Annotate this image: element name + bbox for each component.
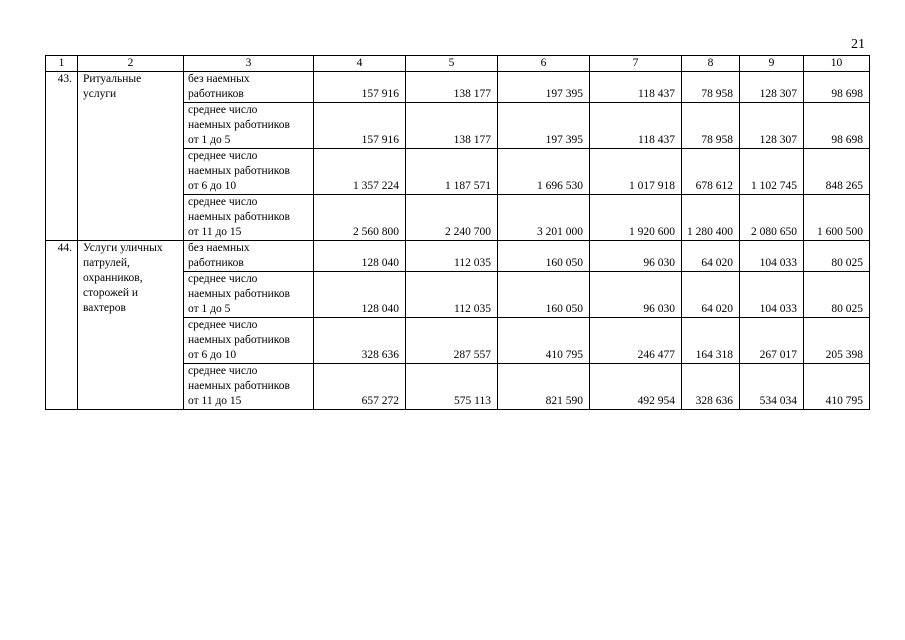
table-row [46, 241, 870, 272]
employee-category [184, 364, 314, 410]
employee-category-line: без наемных [188, 242, 250, 254]
service-name-line: Ритуальные [83, 73, 142, 85]
value-cell: 112 035 [406, 241, 498, 272]
value-cell: 267 017 [740, 318, 804, 364]
employee-category-line: наемных работников [188, 119, 290, 131]
employee-category [184, 241, 314, 272]
value-cell: 128 040 [314, 272, 406, 318]
employee-category-line: наемных работников [188, 334, 290, 346]
value-cell: 197 395 [498, 103, 590, 149]
value-cell: 78 958 [682, 103, 740, 149]
service-name-line: услуги [83, 88, 117, 100]
value-cell: 821 590 [498, 364, 590, 410]
employee-category [184, 103, 314, 149]
value-cell: 410 795 [804, 364, 870, 410]
value-cell: 80 025 [804, 272, 870, 318]
employee-category [184, 149, 314, 195]
header-cell: 9 [740, 56, 804, 72]
service-name-line: Услуги уличных [83, 242, 163, 254]
value-cell: 98 698 [804, 103, 870, 149]
value-cell: 1 187 571 [406, 149, 498, 195]
value-cell: 246 477 [590, 318, 682, 364]
value-cell: 138 177 [406, 72, 498, 103]
value-cell: 2 240 700 [406, 195, 498, 241]
header-cell: 4 [314, 56, 406, 72]
value-cell: 848 265 [804, 149, 870, 195]
employee-category-line: наемных работников [188, 165, 290, 177]
employee-category-line: от 11 до 15 [188, 395, 242, 407]
value-cell: 78 958 [682, 72, 740, 103]
header-row [46, 56, 870, 72]
header-cell: 10 [804, 56, 870, 72]
employee-category-line: от 1 до 5 [188, 303, 231, 315]
value-cell: 104 033 [740, 241, 804, 272]
header-cell: 1 [46, 56, 78, 72]
value-cell: 1 357 224 [314, 149, 406, 195]
value-cell: 138 177 [406, 103, 498, 149]
value-cell: 1 600 500 [804, 195, 870, 241]
value-cell: 678 612 [682, 149, 740, 195]
employee-category [184, 318, 314, 364]
value-cell: 157 916 [314, 72, 406, 103]
value-cell: 197 395 [498, 72, 590, 103]
employee-category-line: работников [188, 257, 244, 269]
value-cell: 112 035 [406, 272, 498, 318]
employee-category-line: среднее число [188, 319, 258, 331]
employee-category-line: от 6 до 10 [188, 180, 237, 192]
value-cell: 96 030 [590, 272, 682, 318]
value-cell: 128 040 [314, 241, 406, 272]
value-cell: 287 557 [406, 318, 498, 364]
value-cell: 205 398 [804, 318, 870, 364]
employee-category-line: среднее число [188, 365, 258, 377]
employee-category-line: наемных работников [188, 211, 290, 223]
value-cell: 575 113 [406, 364, 498, 410]
value-cell: 80 025 [804, 241, 870, 272]
employee-category-line: от 11 до 15 [188, 226, 242, 238]
value-cell: 3 201 000 [498, 195, 590, 241]
header-cell: 3 [184, 56, 314, 72]
employee-category-line: наемных работников [188, 380, 290, 392]
employee-category [184, 72, 314, 103]
service-name [78, 241, 184, 410]
employee-category-line: от 6 до 10 [188, 349, 237, 361]
service-name-line: охранников, [83, 272, 143, 284]
employee-category-line: работников [188, 88, 244, 100]
value-cell: 657 272 [314, 364, 406, 410]
header-cell: 8 [682, 56, 740, 72]
table-row [46, 72, 870, 103]
tariff-table [45, 55, 870, 410]
value-cell: 98 698 [804, 72, 870, 103]
employee-category-line: среднее число [188, 150, 258, 162]
value-cell: 64 020 [682, 241, 740, 272]
value-cell: 1 102 745 [740, 149, 804, 195]
table-body [46, 56, 870, 410]
row-code: 43. [46, 72, 78, 241]
service-name-line: патрулей, [83, 257, 130, 269]
value-cell: 2 560 800 [314, 195, 406, 241]
value-cell: 118 437 [590, 103, 682, 149]
value-cell: 2 080 650 [740, 195, 804, 241]
employee-category-line: от 1 до 5 [188, 134, 231, 146]
value-cell: 104 033 [740, 272, 804, 318]
value-cell: 164 318 [682, 318, 740, 364]
service-name-line: сторожей и [83, 287, 139, 299]
value-cell: 160 050 [498, 241, 590, 272]
value-cell: 128 307 [740, 103, 804, 149]
value-cell: 328 636 [314, 318, 406, 364]
employee-category-line: наемных работников [188, 288, 290, 300]
value-cell: 96 030 [590, 241, 682, 272]
header-cell: 5 [406, 56, 498, 72]
value-cell: 128 307 [740, 72, 804, 103]
header-cell: 7 [590, 56, 682, 72]
employee-category-line: среднее число [188, 196, 258, 208]
header-cell: 6 [498, 56, 590, 72]
service-name-line: вахтеров [83, 302, 126, 314]
value-cell: 160 050 [498, 272, 590, 318]
value-cell: 410 795 [498, 318, 590, 364]
value-cell: 118 437 [590, 72, 682, 103]
value-cell: 1 280 400 [682, 195, 740, 241]
value-cell: 64 020 [682, 272, 740, 318]
value-cell: 1 696 530 [498, 149, 590, 195]
employee-category-line: среднее число [188, 104, 258, 116]
value-cell: 328 636 [682, 364, 740, 410]
value-cell: 157 916 [314, 103, 406, 149]
row-code: 44. [46, 241, 78, 410]
value-cell: 492 954 [590, 364, 682, 410]
value-cell: 1 017 918 [590, 149, 682, 195]
header-cell: 2 [78, 56, 184, 72]
service-name [78, 72, 184, 241]
employee-category-line: без наемных [188, 73, 250, 85]
value-cell: 534 034 [740, 364, 804, 410]
page-number: 21 [851, 37, 865, 52]
value-cell: 1 920 600 [590, 195, 682, 241]
employee-category [184, 195, 314, 241]
employee-category-line: среднее число [188, 273, 258, 285]
employee-category [184, 272, 314, 318]
